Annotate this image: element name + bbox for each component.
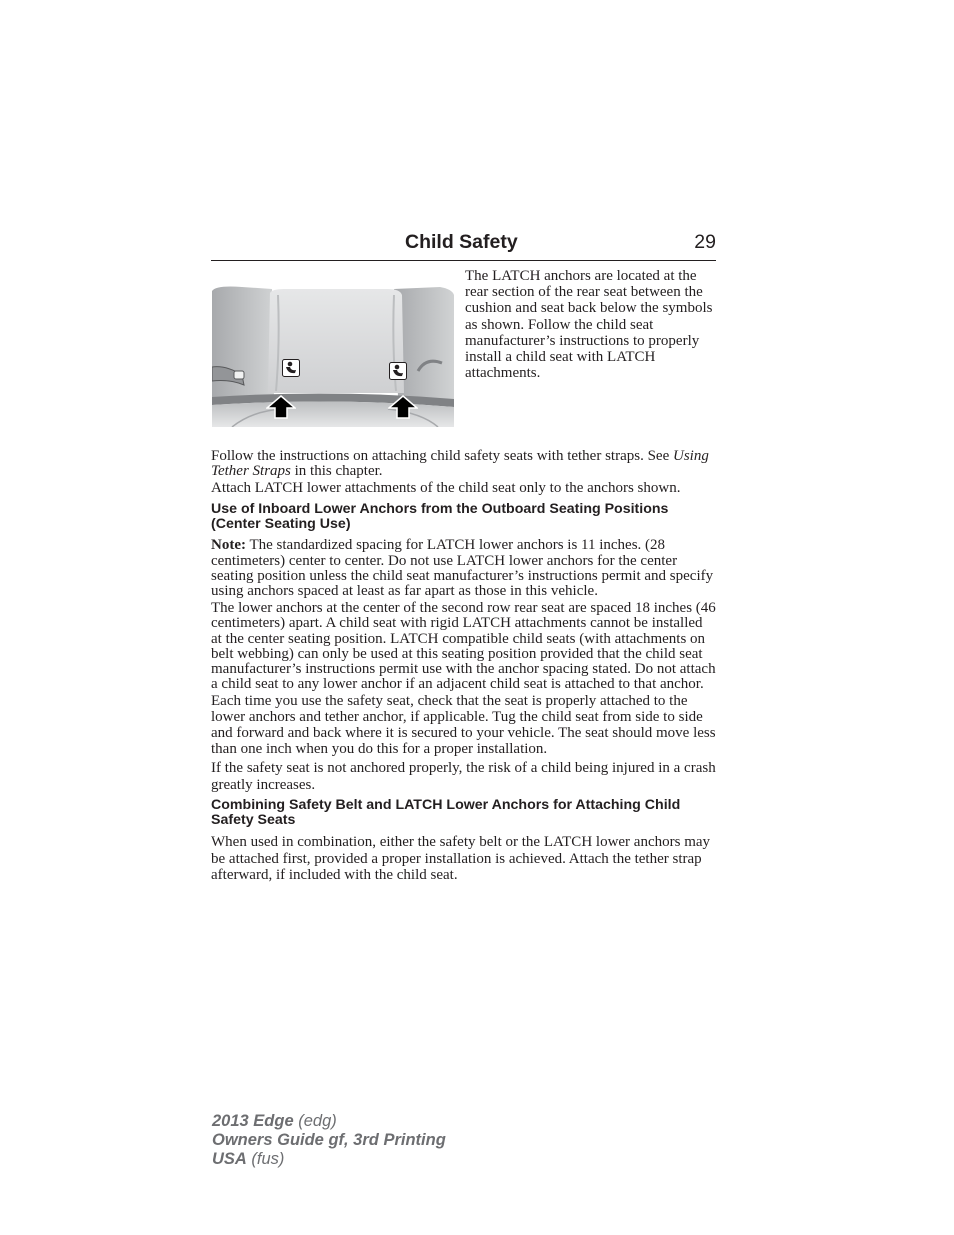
paragraph-combination: When used in combination, either the safety belt or the LATCH lower anchors may be attached first, provided a proper installation is achieved. Attach the tether strap afterward, if included with the child seat. [211, 834, 711, 883]
footer-model: 2013 Edge [212, 1112, 294, 1130]
text: in this chapter. [290, 463, 383, 480]
up-arrow-icon [266, 395, 296, 419]
paragraph-spacing: The lower anchors at the center of the second row rear seat are spaced 18 inches (46 centimeters) apart. A child seat with rigid LATCH attachments cannot be installed at the center seating position. LATCH compatible child seats (with attachments on belt webbing) can only be used at this seating position provided that the child seat manufacturer’s instructions permit use with the anchor spacing stated. Do not attach a child seat to any lower anchor if an adjacent child seat is attached to that anchor. [211, 600, 716, 693]
note-label: Note: [211, 537, 246, 554]
footer-code: (fus) [246, 1150, 285, 1168]
text: Follow the instructions on attaching child safety seats with tether straps. See [211, 448, 673, 464]
latch-location-text: The LATCH anchors are located at the rear section of the rear seat between the cushion and seat back below the symbols as shown. Follow the child seat manufacturer’s instructions to properly install a child seat with LATCH attachments. [465, 268, 713, 382]
footer-line [212, 1112, 446, 1131]
paragraph-check: Each time you use the safety seat, check that the seat is properly attached to the lower anchors and tether anchor, if applicable. Tug the child seat from side to side and forward and back where it is secured to your vehicle. The seat should move less than one inch when you do this for a proper installation. [211, 693, 716, 757]
page-header [211, 230, 716, 261]
footer-line [212, 1150, 446, 1169]
latch-anchor-symbol-icon [389, 362, 407, 380]
section-heading: Combining Safety Belt and LATCH Lower Anchors for Attaching Child Safety Seats [211, 796, 681, 829]
up-arrow-icon [388, 395, 418, 419]
note-text: The standardized spacing for LATCH lower anchors is 11 inches. (28 centimeters) center to center. Do not use LATCH lower anchors for the center seating position unless the child seat manufacturer’s instructions permit and specify using anchors spaced at least as far apart as those in this vehicle. [211, 537, 714, 600]
footer-guide: Owners Guide gf, 3rd Printing [212, 1131, 446, 1149]
note-paragraph [211, 538, 717, 599]
page-footer [212, 1112, 446, 1169]
footer-code: (edg) [293, 1112, 337, 1130]
latch-anchor-illustration [212, 285, 454, 427]
cross-reference-link[interactable]: Using Tether Straps [211, 448, 709, 480]
body-text [211, 449, 717, 885]
paragraph-attach: Attach LATCH lower attachments of the child seat only to the anchors shown. [211, 480, 681, 497]
page-number: 29 [694, 231, 716, 253]
chapter-title: Child Safety [405, 231, 518, 253]
latch-anchor-symbol-icon [282, 359, 300, 377]
paragraph-tether [211, 449, 717, 479]
footer-market: USA [212, 1150, 247, 1168]
footer-line [212, 1131, 446, 1150]
section-heading: Use of Inboard Lower Anchors from the Outboard Seating Positions (Center Seating Use) [211, 500, 669, 533]
paragraph-risk: If the safety seat is not anchored properly, the risk of a child being injured in a crash greatly increases. [211, 759, 716, 793]
